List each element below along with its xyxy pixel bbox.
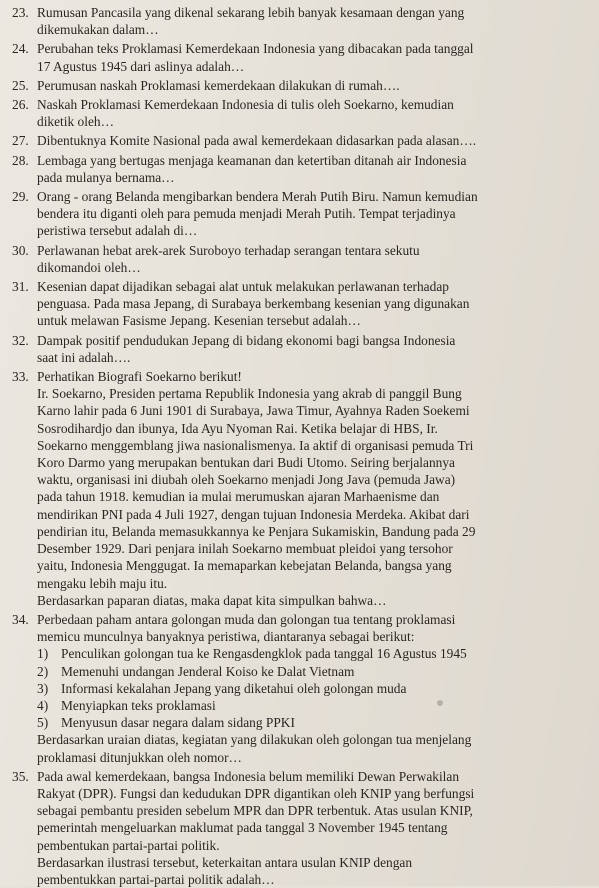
question-number: 33. [12, 369, 29, 385]
question-number: 35. [12, 768, 29, 784]
question-text: Berdasarkan paparan diatas, maka dapat kita simpulkan bahwa… [37, 592, 387, 608]
question-text: Perubahan teks Proklamasi Kemerdekaan Indonesia yang dibacakan pada tanggal [37, 41, 474, 57]
question-number: 26. [12, 97, 29, 113]
question-24 [10, 40, 583, 74]
question-text: pembentukan partai-partai politik. [37, 837, 220, 853]
biography-line: mengaku lebih maju itu. [37, 575, 168, 591]
question-25 [10, 77, 583, 94]
list-item [37, 680, 583, 697]
question-32 [10, 332, 583, 366]
question-text: saat ini adalah…. [37, 349, 131, 365]
question-text: Perlawanan hebat arek-arek Suroboyo terhadap serangan tentara sekutu [37, 242, 420, 258]
question-34 [10, 611, 583, 766]
list-item [37, 697, 583, 714]
question-intro: Perhatikan Biografi Soekarno berikut! [37, 369, 242, 385]
option-number: 2) [37, 663, 49, 679]
soekarno-biography [37, 385, 583, 591]
question-number: 30. [12, 242, 29, 258]
biography-line: pendirian itu, Belanda memasukkannya ke Penjara Sukamiskin, Bandung pada 29 [37, 523, 476, 539]
question-23 [10, 4, 583, 38]
question-number: 29. [12, 189, 29, 205]
question-text: penguasa. Pada masa Jepang, di Surabaya berkembang kesenian yang digunakan [37, 296, 470, 312]
question-number: 34. [12, 611, 29, 627]
biography-line: yaitu, Indonesia Menggugat. Ia memaparkan kebejatan Belanda, bangsa yang [37, 558, 452, 574]
question-text: Lembaga yang bertugas menjaga keamanan dan ketertiban ditanah air Indonesia [37, 152, 467, 168]
option-number: 4) [37, 697, 49, 713]
question-text: untuk melawan Fasisme Jepang. Kesenian tersebut adalah… [37, 313, 361, 329]
question-number: 32. [12, 332, 29, 348]
question-text: Naskah Proklamasi Kemerdekaan Indonesia di tulis oleh Soekarno, kemudian [37, 97, 454, 113]
list-item [37, 645, 583, 662]
question-29 [10, 188, 583, 240]
option-number: 3) [37, 680, 49, 696]
ink-spot [437, 700, 443, 706]
question-number: 24. [12, 41, 29, 57]
question-text: Dampak positif pendudukan Jepang di bidang ekonomi bagi bangsa Indonesia [37, 332, 456, 348]
question-number: 28. [12, 152, 29, 168]
option-text: Penculikan golongan tua ke Rengasdengklok pada tanggal 16 Agustus 1945 [61, 646, 467, 662]
question-text: memicu munculnya banyaknya peristiwa, diantaranya sebagai berikut: [37, 629, 415, 645]
question-35 [10, 768, 583, 888]
question-text: dikemukakan dalam… [37, 22, 159, 38]
biography-line: pada tahun 1918. kemudian ia mulai merumuskan ajaran Marhaenisme dan [37, 489, 440, 505]
question-text: pembentukkan partai-partai politik adalah… [37, 871, 275, 887]
question-text: Perbedaan paham antara golongan muda dan golongan tua tentang proklamasi [37, 611, 456, 627]
question-31 [10, 278, 583, 330]
question-text: pada mulanya bernama… [37, 169, 175, 185]
question-26 [10, 96, 583, 130]
question-33 [10, 368, 583, 609]
question-text: 17 Agustus 1945 dari aslinya adalah… [37, 58, 245, 74]
biography-line: Soekarno menggemblang jiwa nasionalismenya. Ia aktif di organisasi pemuda Tri [37, 437, 474, 453]
question-text: peristiwa tersebut adalah di… [37, 223, 198, 239]
question-text: Perumusan naskah Proklamasi kemerdekaan dilakukan di rumah…. [37, 77, 400, 93]
question-number: 23. [12, 5, 29, 20]
question-number: 31. [12, 279, 29, 295]
question-text: dikomandoi oleh… [37, 259, 141, 275]
biography-line: Desember 1929. Dari penjara inilah Soekarno membuat pleidoi yang tersohor [37, 541, 453, 557]
biography-line: mendirikan PNI pada 4 Juli 1927, dengan tujuan Indonesia Merdeka. Akibat dari [37, 506, 470, 522]
list-item [37, 714, 583, 731]
question-28 [10, 152, 583, 186]
question-text: pemerintah mengeluarkan maklumat pada tanggal 3 November 1945 tentang [37, 820, 448, 836]
option-text: Memenuhi undangan Jenderal Koiso ke Dalat Vietnam [61, 663, 355, 679]
biography-line: Koro Darmo yang merupakan bentukan dari Budi Utomo. Seiring berjalannya [37, 455, 455, 471]
question-text: diketik oleh… [37, 114, 114, 130]
question-text: Berdasarkan ilustrasi tersebut, keterkaitan antara usulan KNIP dengan [37, 854, 413, 870]
question-number: 27. [12, 133, 29, 149]
biography-line: waktu, organisasi ini diubah oleh Soekarno menjadi Jong Java (pemuda Jawa) [37, 472, 456, 488]
option-list [37, 645, 583, 731]
question-text: Dibentuknya Komite Nasional pada awal kemerdekaan didasarkan pada alasan…. [37, 133, 477, 149]
question-text: Rumusan Pancasila yang dikenal sekarang lebih banyak kesamaan dengan yang [37, 5, 465, 20]
question-text: Kesenian dapat dijadikan sebagai alat untuk melakukan perlawanan terhadap [37, 279, 449, 295]
question-text: Pada awal kemerdekaan, bangsa Indonesia belum memiliki Dewan Perwakilan [37, 768, 460, 784]
option-number: 1) [37, 646, 49, 662]
biography-line: Sosrodihardjo dan ibunya, Ida Ayu Nyoman Rai. Ketika belajar di HBS, Ir. [37, 420, 438, 436]
question-27 [10, 132, 583, 149]
option-text: Menyusun dasar negara dalam sidang PPKI [61, 715, 295, 731]
option-number: 5) [37, 715, 49, 731]
question-text: bendera itu diganti oleh para pemuda menjadi Merah Putih. Tempat terjadinya [37, 206, 456, 222]
option-text: Informasi kekalahan Jepang yang diketahui oleh golongan muda [61, 680, 407, 696]
biography-line: Karno lahir pada 6 Juni 1901 di Surabaya, Jawa Timur, Ayahnya Raden Soekemi [37, 403, 470, 419]
question-text: proklamasi ditunjukkan oleh nomor… [37, 749, 242, 765]
question-text: Berdasarkan uraian diatas, kegiatan yang dilakukan oleh golongan tua menjelang [37, 732, 472, 748]
option-text: Menyiapkan teks proklamasi [61, 697, 216, 713]
biography-line: Ir. Soekarno, Presiden pertama Republik Indonesia yang akrab di panggil Bung [37, 386, 462, 402]
list-item [37, 663, 583, 680]
question-number: 25. [12, 77, 29, 93]
question-30 [10, 242, 583, 276]
question-text: Orang - orang Belanda mengibarkan bendera Merah Putih Biru. Namun kemudian [37, 189, 478, 205]
question-text: Rakyat (DPR). Fungsi dan kedudukan DPR digantikan oleh KNIP yang berfungsi [37, 785, 475, 801]
question-text: sebagai pembantu presiden sebelum MPR dan DPR terbentuk. Atas usulan KNIP, [37, 803, 473, 819]
